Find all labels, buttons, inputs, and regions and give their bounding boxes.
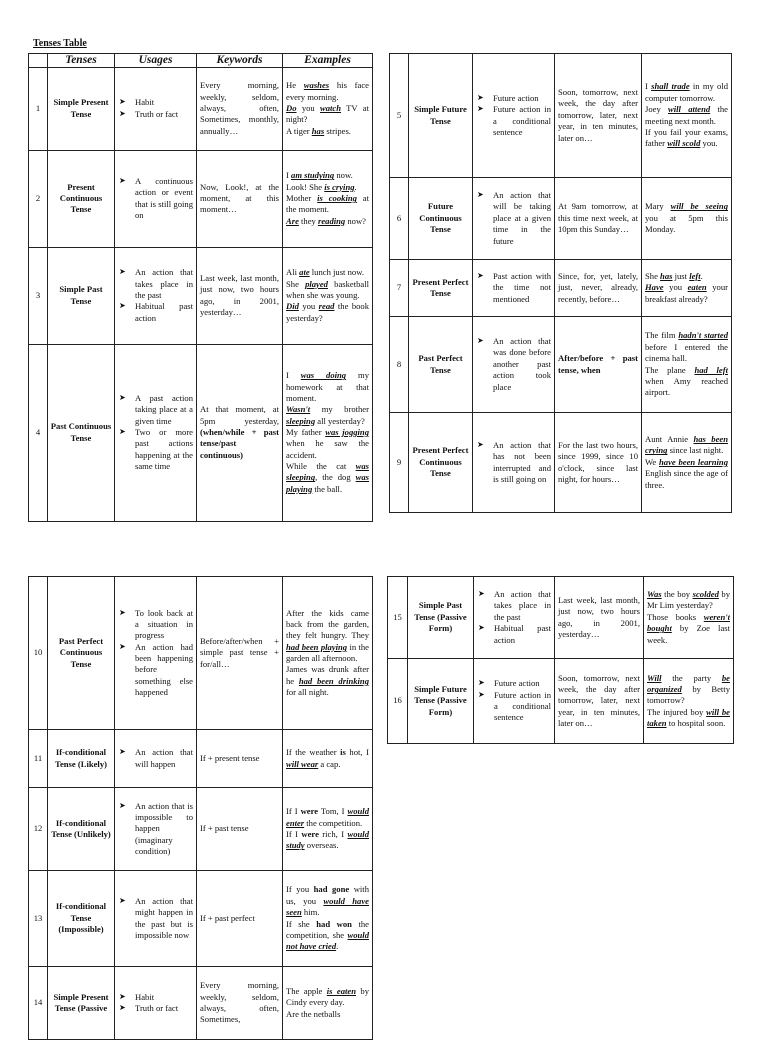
row-number: 12 bbox=[29, 788, 48, 871]
row-number: 13 bbox=[29, 871, 48, 967]
example-sentence: Have you eaten your breakfast already? bbox=[645, 282, 728, 304]
usages-cell bbox=[115, 344, 197, 521]
tense-name: Simple Future Tense (Passive Form) bbox=[408, 659, 474, 744]
example-sentence: She has just left. bbox=[645, 270, 703, 281]
table-row bbox=[388, 659, 734, 744]
usage-item: ➤ Future action in a conditional sentence bbox=[476, 104, 551, 138]
tense-name: Simple Present Tense bbox=[48, 67, 115, 150]
row-number: 14 bbox=[29, 967, 48, 1040]
usage-item: ➤ A past action taking place at a given time bbox=[118, 393, 193, 427]
usage-item: ➤ An action that takes place in the past bbox=[118, 267, 193, 301]
tense-name: If-conditional Tense (Unlikely) bbox=[48, 788, 115, 871]
examples-cell bbox=[283, 150, 373, 247]
example-sentence: A tiger has stripes. bbox=[286, 125, 351, 136]
example-sentence: If you fail your exams, father will scold you. bbox=[645, 126, 728, 149]
keywords-cell: Soon, tomorrow, next week, the day after tomorrow, later, next year, in ten minutes, later on… bbox=[555, 54, 642, 178]
usage-item: ➤ Habit bbox=[118, 992, 193, 1003]
usage-item: ➤ Future action bbox=[477, 678, 551, 689]
keywords-cell: At 9am tomorrow, at this time next week, at 10pm this Sunday… bbox=[555, 178, 642, 260]
examples-cell bbox=[283, 247, 373, 344]
keywords-cell: After/before + past tense, when bbox=[555, 317, 642, 413]
examples-cell bbox=[283, 67, 373, 150]
tense-name: Past Perfect Tense bbox=[409, 317, 473, 413]
example-sentence: The film hadn't started before I entered the cinema hall. bbox=[645, 330, 728, 364]
example-sentence: James was drunk after he had been drinking for all night. bbox=[286, 664, 369, 698]
usage-item: ➤ Habitual past action bbox=[477, 623, 551, 646]
usage-item: ➤ Two or more past actions happening at the same time bbox=[118, 427, 193, 472]
keywords-cell: Every morning, weekly, seldom, always, often, Sometimes, monthly, annually… bbox=[197, 67, 283, 150]
usage-item: ➤ An action that will be taking place at a given time in the future bbox=[476, 190, 551, 247]
row-number: 9 bbox=[390, 413, 409, 513]
usage-item: ➤ An action that has not been interrupted and is still going on bbox=[476, 440, 551, 485]
tense-name: Present Perfect Continuous Tense bbox=[409, 413, 473, 513]
tense-name: Past Continuous Tense bbox=[48, 344, 115, 521]
examples-cell bbox=[644, 577, 734, 659]
usage-item: ➤ Habitual past action bbox=[118, 301, 193, 324]
table-row bbox=[388, 577, 734, 659]
table-row bbox=[29, 577, 373, 730]
header-tenses: Tenses bbox=[48, 54, 115, 68]
example-sentence: Ali ate lunch just now. bbox=[286, 267, 364, 278]
table-row bbox=[29, 730, 373, 788]
example-sentence: If the weather is hot, I will wear a cap. bbox=[286, 747, 369, 769]
table-row bbox=[390, 413, 732, 513]
tense-name: Simple Past Tense bbox=[48, 247, 115, 344]
tense-name: If-conditional Tense (Likely) bbox=[48, 730, 115, 788]
usage-item: ➤ Future action in a conditional sentence bbox=[477, 690, 551, 724]
header-number bbox=[29, 54, 48, 68]
row-number: 5 bbox=[390, 54, 409, 178]
example-sentence: If I were rich, I would study overseas. bbox=[286, 829, 369, 851]
example-sentence: I shall trade in my old computer tomorrow. bbox=[645, 81, 729, 103]
keywords-cell: Soon, tomorrow, next week, the day after tomorrow, later, next year, in ten minutes, later on… bbox=[555, 659, 644, 744]
keywords-cell: For the last two hours, since 1999, since 10 o'clock, since last night, for hours… bbox=[555, 413, 642, 513]
example-sentence: Will the party be organized by Betty tomorrow? bbox=[647, 672, 730, 706]
examples-cell bbox=[283, 967, 373, 1040]
example-sentence: Was the boy scolded by Mr Lim yesterday? bbox=[647, 589, 730, 611]
keywords-cell: If + past tense bbox=[197, 788, 283, 871]
examples-cell bbox=[283, 871, 373, 967]
tense-name: Present Perfect Tense bbox=[409, 260, 473, 317]
examples-cell bbox=[283, 344, 373, 521]
example-sentence: If I were Tom, I would enter the competition. bbox=[286, 806, 369, 828]
tense-name: Future Continuous Tense bbox=[409, 178, 473, 260]
usage-item: ➤ Future action bbox=[476, 93, 551, 104]
examples-cell bbox=[283, 730, 373, 788]
usages-cell bbox=[474, 577, 555, 659]
table-row bbox=[390, 260, 732, 317]
usage-item: ➤ A continuous action or event that is still going on bbox=[118, 176, 193, 221]
examples-cell bbox=[283, 577, 373, 730]
row-number: 6 bbox=[390, 178, 409, 260]
example-sentence: If she had won the competition, she would not have cried. bbox=[286, 918, 369, 952]
table-row bbox=[29, 247, 373, 344]
keywords-cell: Since, for, yet, lately, just, never, already, recently, before… bbox=[555, 260, 642, 317]
example-sentence: The apple is eaten by Cindy every day. bbox=[286, 985, 369, 1008]
table-row bbox=[390, 317, 732, 413]
usage-item: ➤ To look back at a situation in progress bbox=[118, 608, 193, 642]
usage-item: ➤ Truth or fact bbox=[118, 109, 193, 120]
usages-cell bbox=[474, 659, 555, 744]
tense-name: Simple Future Tense bbox=[409, 54, 473, 178]
tense-name: Present Continuous Tense bbox=[48, 150, 115, 247]
usages-cell bbox=[115, 67, 197, 150]
header-keywords: Keywords bbox=[197, 54, 283, 68]
example-sentence: Look! She is crying. bbox=[286, 181, 357, 192]
row-number: 3 bbox=[29, 247, 48, 344]
example-sentence: I was doing my homework at that moment. bbox=[286, 370, 369, 403]
row-number: 10 bbox=[29, 577, 48, 730]
examples-cell bbox=[644, 659, 734, 744]
usage-item: ➤ An action that will happen bbox=[118, 747, 193, 770]
keywords-cell: Every morning, weekly, seldom, always, often, Sometimes, bbox=[197, 967, 283, 1040]
tenses-table-part-3 bbox=[28, 576, 373, 1040]
keywords-cell: Last week, last month, just now, two hours ago, in 2001, yesterday… bbox=[197, 247, 283, 344]
row-number: 7 bbox=[390, 260, 409, 317]
keywords-cell: Last week, last month, just now, two hours ago, in 2001, yesterday… bbox=[555, 577, 644, 659]
example-sentence: I am studying now. bbox=[286, 170, 353, 181]
example-sentence: While the cat was sleeping, the dog was playing the ball. bbox=[286, 461, 369, 494]
usage-item: ➤ Habit bbox=[118, 97, 193, 108]
usages-cell bbox=[115, 730, 197, 788]
usages-cell bbox=[473, 54, 555, 178]
examples-cell bbox=[642, 54, 732, 178]
usage-item: ➤ An action had been happening before something else happened bbox=[118, 642, 193, 699]
example-sentence: Aunt Annie has been crying since last night. bbox=[645, 434, 728, 456]
row-number: 16 bbox=[388, 659, 408, 744]
tense-name: Simple Present Tense (Passive bbox=[48, 967, 115, 1040]
row-number: 8 bbox=[390, 317, 409, 413]
example-sentence: The plane had left when Amy reached airport. bbox=[645, 364, 728, 398]
usages-cell bbox=[115, 788, 197, 871]
example-sentence: My father was jogging when he saw the accident. bbox=[286, 426, 369, 460]
keywords-cell: If + present tense bbox=[197, 730, 283, 788]
examples-cell bbox=[642, 317, 732, 413]
usage-item: ➤ An action that takes place in the past bbox=[477, 589, 551, 623]
example-sentence: The injured boy will be taken to hospital soon. bbox=[647, 706, 730, 729]
usages-cell bbox=[473, 317, 555, 413]
examples-cell bbox=[642, 178, 732, 260]
usage-item: ➤ An action that might happen in the past but is impossible now bbox=[118, 896, 193, 941]
example-sentence: After the kids came back from the garden, they felt hungry. They had been playing in the garden all afternoon. bbox=[286, 607, 369, 663]
row-number: 2 bbox=[29, 150, 48, 247]
table-row bbox=[390, 54, 732, 178]
keywords-cell: Now, Look!, at the moment, at this moment… bbox=[197, 150, 283, 247]
header-usages: Usages bbox=[115, 54, 197, 68]
usages-cell bbox=[115, 150, 197, 247]
usages-cell bbox=[473, 260, 555, 317]
row-number: 15 bbox=[388, 577, 408, 659]
tenses-table-part-1 bbox=[28, 53, 373, 522]
table-row bbox=[29, 344, 373, 521]
example-sentence: Are they reading now? bbox=[286, 215, 366, 226]
usages-cell bbox=[115, 577, 197, 730]
table-row bbox=[390, 178, 732, 260]
row-number: 11 bbox=[29, 730, 48, 788]
examples-cell bbox=[642, 260, 732, 317]
example-sentence: Joey will attend the meeting next month. bbox=[645, 104, 728, 126]
row-number: 1 bbox=[29, 67, 48, 150]
tenses-table-part-2 bbox=[389, 53, 732, 513]
usages-cell bbox=[115, 967, 197, 1040]
examples-cell bbox=[642, 413, 732, 513]
usages-cell bbox=[473, 178, 555, 260]
header-row bbox=[29, 54, 373, 68]
header-examples: Examples bbox=[283, 54, 373, 68]
example-sentence: Did you read the book yesterday? bbox=[286, 301, 370, 323]
usage-item: ➤ Past action with the time not mentioned bbox=[476, 271, 551, 305]
keywords-cell: Before/after/when + simple past tense + for/all… bbox=[197, 577, 283, 730]
usages-cell bbox=[115, 247, 197, 344]
row-number: 4 bbox=[29, 344, 48, 521]
usages-cell bbox=[473, 413, 555, 513]
example-sentence: We have been learning English since the age of three. bbox=[645, 456, 729, 490]
table-row bbox=[29, 67, 373, 150]
example-sentence: Mother is cooking at the moment. bbox=[286, 192, 369, 215]
table-row bbox=[29, 967, 373, 1040]
usage-item: ➤ Truth or fact bbox=[118, 1003, 193, 1014]
table-row bbox=[29, 788, 373, 871]
example-sentence: Wasn't my brother sleeping all yesterday? bbox=[286, 404, 369, 426]
page-title: Tenses Table bbox=[33, 38, 87, 49]
example-sentence: If you had gone with us, you would have seen him. bbox=[286, 884, 369, 918]
usage-item: ➤ An action that was done before another past action took place bbox=[476, 336, 551, 393]
example-sentence: Mary will be seeing you at 5pm this Monday. bbox=[645, 201, 728, 235]
example-sentence: She played basketball when she was young. bbox=[286, 278, 369, 300]
example-sentence: Those books weren't bought by Zoe last week. bbox=[647, 611, 730, 645]
keywords-cell: If + past perfect bbox=[197, 871, 283, 967]
tenses-table-part-4 bbox=[387, 576, 734, 744]
usage-item: ➤ An action that is impossible to happen (imaginary condition) bbox=[118, 801, 193, 858]
example-sentence: Do you watch TV at night? bbox=[286, 102, 369, 125]
example-sentence: He washes his face every morning. bbox=[286, 80, 369, 102]
example-sentence: Are the netballs bbox=[286, 1008, 341, 1019]
table-row bbox=[29, 150, 373, 247]
table-row bbox=[29, 871, 373, 967]
tense-name: If-conditional Tense (Impossible) bbox=[48, 871, 115, 967]
tense-name: Simple Past Tense (Passive Form) bbox=[408, 577, 474, 659]
examples-cell bbox=[283, 788, 373, 871]
usages-cell bbox=[115, 871, 197, 967]
keywords-cell: At that moment, at 5pm yesterday, (when/while + past tense/past continuous) bbox=[197, 344, 283, 521]
tense-name: Past Perfect Continuous Tense bbox=[48, 577, 115, 730]
